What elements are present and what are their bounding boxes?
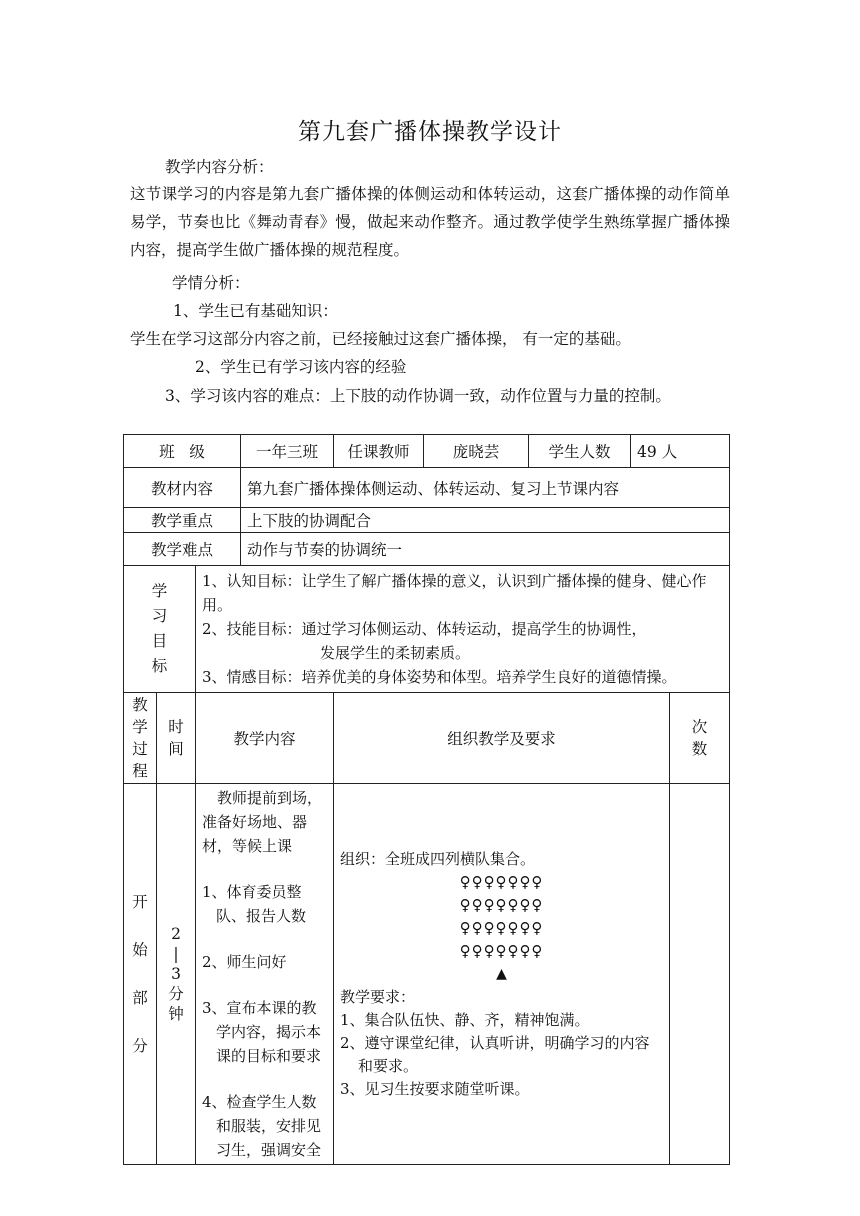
part-label-char: 始 <box>132 941 148 959</box>
class-label: 班 级 <box>124 435 241 468</box>
focus-value: 上下肢的协调配合 <box>241 508 730 533</box>
time-value-char: 分 <box>168 985 184 1003</box>
content-item: 4、检查学生人数和服装，安排见习生，强调安全 <box>202 1093 322 1159</box>
requirement-item: 3、见习生按要求随堂听课。 <box>340 1079 530 1098</box>
goals-label-char: 习 <box>151 607 168 625</box>
formation-row: ♀♀♀♀♀♀♀ <box>459 918 544 937</box>
count-label <box>670 693 730 784</box>
teacher-marker-icon: ▲ <box>496 965 507 982</box>
content-analysis-heading: 教学内容分析： <box>165 158 274 176</box>
part-label-char: 开 <box>132 893 148 911</box>
difficulty-label: 教学难点 <box>124 533 241 566</box>
situation-analysis-heading: 学情分析： <box>172 274 250 292</box>
situation-item-1: 1、学生已有基础知识： <box>173 302 338 320</box>
time-value-char: 2 <box>171 925 181 943</box>
content-analysis-text: 这节课学习的内容是第九套广播体操的体侧运动和体转运动，这套广播体操的动作简单易学，节奏也比《舞动青春》慢，做起来动作整齐。通过教学使学生熟练掌握广播体操内容，提高学生做广播体操的规范程度。 <box>130 185 730 259</box>
focus-label: 教学重点 <box>124 508 241 533</box>
difficulty-value: 动作与节奏的协调统一 <box>241 533 730 566</box>
opening-part-row <box>124 784 730 1165</box>
time-value-char: 3 <box>171 965 181 983</box>
time-value-char: 钟 <box>168 1005 184 1023</box>
teacher-value: 庞晓芸 <box>424 435 529 468</box>
content-item: 教师提前到场，准备好场地、器材，等候上课 <box>202 789 323 855</box>
time-label <box>157 693 196 784</box>
content-item: 1、体育委员整队、报告人数 <box>202 883 307 925</box>
goal-skill-continued: 发展学生的柔韧素质。 <box>320 644 471 662</box>
material-row <box>124 468 730 508</box>
goals-label-char: 标 <box>151 657 168 675</box>
focus-row <box>124 508 730 533</box>
lesson-plan-table <box>123 434 730 1165</box>
part-label <box>124 784 157 1165</box>
difficulty-row <box>124 533 730 566</box>
formation-row: ♀♀♀♀♀♀♀ <box>459 895 544 914</box>
time-value <box>157 784 196 1165</box>
goals-label-char: 学 <box>151 582 168 600</box>
teaching-content <box>196 784 334 1165</box>
situation-item-1-text: 学生在学习这部分内容之前，已经接触过这套广播体操， 有一定的基础。 <box>130 330 631 348</box>
time-label-char: 间 <box>168 740 184 758</box>
situation-item-3: 3、学习该内容的难点：上下肢的动作协调一致，动作位置与力量的控制。 <box>165 387 671 405</box>
requirement-item: 2、遵守课堂纪律，认真听讲，明确学习的内容和要求。 <box>340 1033 650 1075</box>
goals-label <box>124 566 196 693</box>
goals-row <box>124 566 730 693</box>
process-label-char: 学 <box>132 718 148 736</box>
goal-emotional: 3、情感目标：培养优美的身体姿势和体型。培养学生良好的道德情操。 <box>202 668 677 686</box>
goals-content <box>196 566 730 693</box>
organization-content <box>334 784 670 1165</box>
count-label-char: 数 <box>691 740 708 758</box>
time-label-char: 时 <box>168 718 184 736</box>
count-label-char: 次 <box>691 718 708 736</box>
material-label: 教材内容 <box>124 468 241 508</box>
goal-cognitive: 1、认知目标：让学生了解广播体操的意义，认识到广播体操的健身、健心作用。 <box>202 572 707 614</box>
org-header: 组织教学及要求 <box>334 693 670 784</box>
formation-row: ♀♀♀♀♀♀♀ <box>459 941 544 960</box>
content-item: 3、宣布本课的教学内容，揭示本课的目标和要求 <box>202 999 322 1065</box>
teacher-label: 任课教师 <box>334 435 424 468</box>
process-label-char: 教 <box>132 696 148 714</box>
goals-label-char: 目 <box>151 632 168 650</box>
material-value: 第九套广播体操体侧运动、体转运动、复习上节课内容 <box>241 468 730 508</box>
situation-item-2: 2、学生已有学习该内容的经验 <box>195 358 407 376</box>
document-title: 第九套广播体操教学设计 <box>298 119 562 145</box>
part-label-char: 部 <box>132 989 148 1007</box>
class-info-row <box>124 435 730 468</box>
org-text: 组织：全班成四列横队集合。 <box>340 849 536 868</box>
process-label <box>124 693 157 784</box>
content-item: 2、师生问好 <box>202 953 287 971</box>
students-value: 49 人 <box>631 435 730 468</box>
process-label-char: 过 <box>132 740 148 758</box>
process-label-char: 程 <box>132 762 148 780</box>
content-header: 教学内容 <box>196 693 334 784</box>
time-value-char: | <box>173 945 179 963</box>
goal-skill: 2、技能目标：通过学习体侧运动、体转运动，提高学生的协调性， <box>202 620 647 638</box>
count-value <box>670 784 730 1165</box>
class-value: 一年三班 <box>241 435 334 468</box>
students-label: 学生人数 <box>529 435 631 468</box>
part-label-char: 分 <box>132 1037 148 1055</box>
requirements-heading: 教学要求： <box>340 987 416 1006</box>
formation-row: ♀♀♀♀♀♀♀ <box>459 872 544 891</box>
requirement-item: 1、集合队伍快、静、齐，精神饱满。 <box>340 1010 590 1029</box>
process-header-row <box>124 693 730 784</box>
